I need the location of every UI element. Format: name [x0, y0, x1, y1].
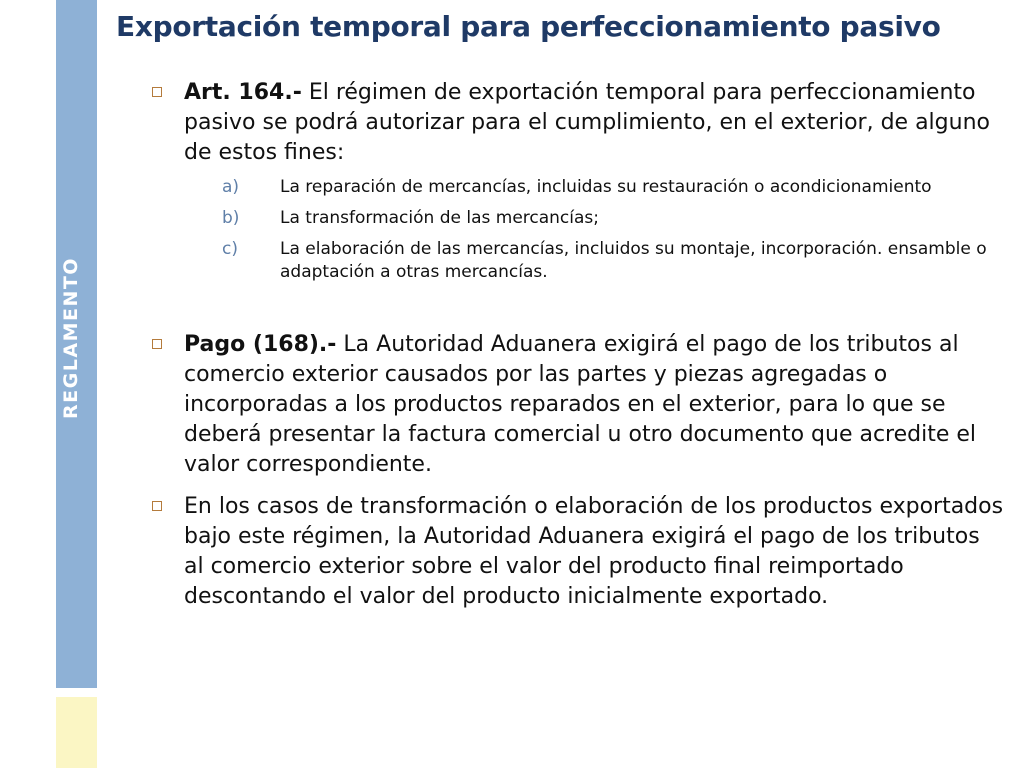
bullet-item-art-164: [146, 78, 1006, 284]
section-label: REGLAMENTO: [60, 257, 82, 419]
bullet-lead: Pago (168).-: [184, 332, 337, 357]
sub-list: [184, 176, 1006, 284]
sub-item-text: La transformación de las mercancías;: [280, 208, 599, 228]
bullet-text: En los casos de transformación o elaboración de los productos exportados bajo este régimen, la Autoridad Aduanera exigirá el pago de los tributos al comercio exterior sobre el valor del producto final reimportado descontando el valor del producto inicialmente exportado.: [184, 494, 1004, 609]
square-bullet-icon: [152, 339, 162, 349]
bullet-text: El régimen de exportación temporal para perfeccionamiento pasivo se podrá autorizar para el cumplimiento, en el exterior, de alguno de estos fines:: [184, 80, 990, 165]
bullet-item-transformacion: [146, 492, 1006, 612]
sub-item-text: La reparación de mercancías, incluidas su restauración o acondicionamiento: [280, 177, 932, 197]
sub-item-c: [184, 238, 1006, 284]
sub-item-marker: c): [222, 239, 238, 259]
bullet-lead: Art. 164.-: [184, 80, 302, 105]
sub-item-a: [184, 176, 1006, 199]
bullet-text: La Autoridad Aduanera exigirá el pago de los tributos al comercio exterior causados por las partes y piezas agregadas o incorporadas a los productos reparados en el exterior, para lo que se deberá presentar la factura comercial u otro documento que acredite el valor correspondiente.: [184, 332, 977, 477]
sub-item-marker: b): [222, 208, 240, 228]
sidebar-accent-block: [56, 697, 97, 768]
square-bullet-icon: [152, 501, 162, 511]
slide-content: [146, 78, 1006, 612]
bullet-item-pago-168: [146, 330, 1006, 480]
slide-title: Exportación temporal para perfeccionamiento pasivo: [116, 10, 941, 43]
sub-item-marker: a): [222, 177, 240, 197]
sub-item-b: [184, 207, 1006, 230]
square-bullet-icon: [152, 87, 162, 97]
sub-item-text: La elaboración de las mercancías, incluidos su montaje, incorporación. ensamble o adaptación a otras mercancías.: [280, 239, 987, 282]
